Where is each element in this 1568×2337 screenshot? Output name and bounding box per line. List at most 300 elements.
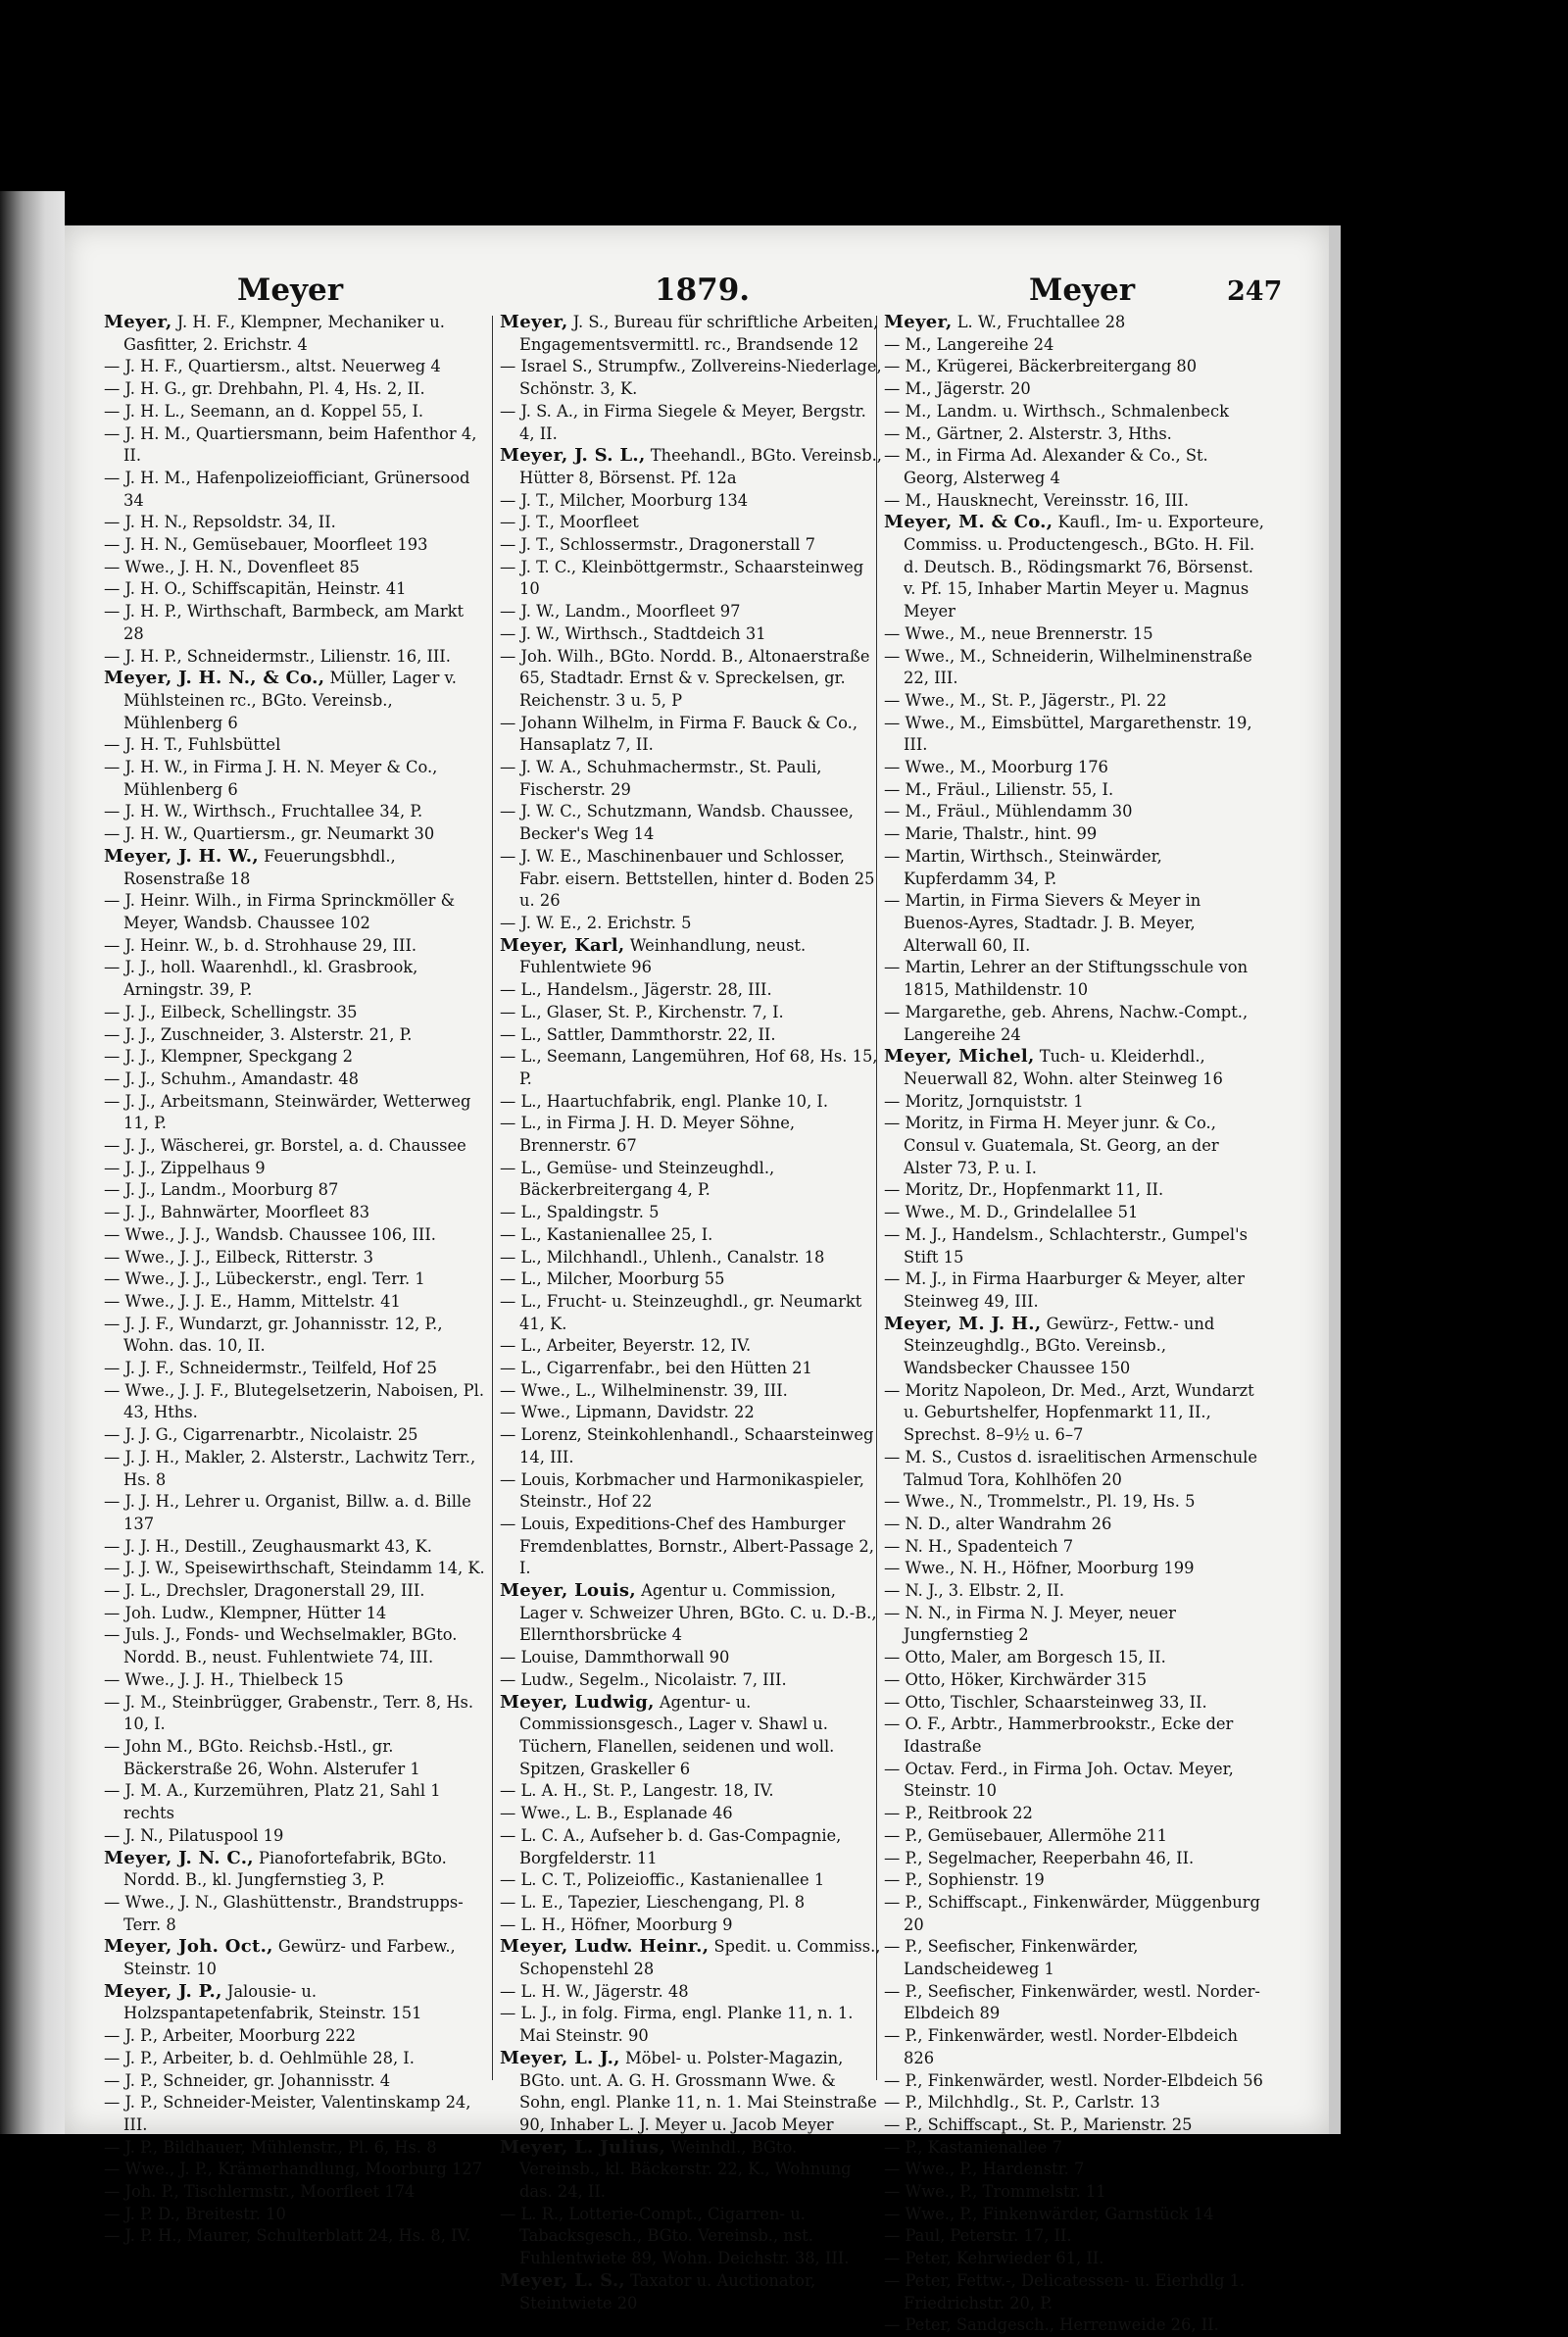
entry-text: — L. C. T., Polizeioffic., Kastanienallee 1 — [500, 1870, 825, 1890]
entry-text: Taxator u. Auctionator, Steintwiete 20 — [519, 2270, 816, 2312]
entry-text: — N. D., alter Wandrahm 26 — [884, 1514, 1112, 1533]
directory-entry — [104, 1247, 486, 1269]
directory-entry — [884, 890, 1266, 957]
entry-text: — L., Haartuchfabrik, engl. Planke 10, I. — [500, 1091, 828, 1111]
entry-text: — Louise, Dammthorwall 90 — [500, 1648, 730, 1667]
directory-entry — [884, 2248, 1266, 2270]
directory-entry — [884, 2181, 1266, 2204]
directory-entry — [104, 2048, 486, 2070]
entry-text: — L., Spaldingstr. 5 — [500, 1203, 660, 1222]
entry-text: Jalousie- u. Holzspantapetenfabrik, Steinstr. 151 — [123, 1981, 422, 2023]
directory-entry — [500, 1002, 882, 1024]
entry-text: Agentur u. Commission, Lager v. Schweizer Uhren, BGto. C. u. D.-B., Ellernthorsbrücke 4 — [519, 1581, 877, 1645]
entry-text: — Wwe., J. P., Krämerhandlung, Moorburg 127 — [104, 2160, 483, 2179]
directory-entry — [884, 2114, 1266, 2137]
directory-entry — [884, 1224, 1266, 1268]
directory-entry — [884, 1892, 1266, 1936]
directory-entry — [500, 2204, 882, 2270]
entry-text: — Wwe., M., Eimsbüttel, Margarethenstr. 19, III. — [884, 713, 1252, 755]
directory-entry — [884, 1113, 1266, 1179]
directory-entry — [500, 713, 882, 757]
directory-entry — [884, 623, 1266, 646]
directory-entry — [884, 2225, 1266, 2248]
directory-entry — [884, 713, 1266, 757]
directory-entry — [104, 646, 486, 669]
directory-entry — [500, 934, 882, 979]
directory-entry — [104, 2092, 486, 2136]
entry-text: — Otto, Höker, Kirchwärder 315 — [884, 1669, 1148, 1689]
entry-text: — J. H. O., Schiffscapitän, Heinstr. 41 — [104, 579, 407, 599]
directory-entry — [104, 1091, 486, 1135]
directory-entry — [884, 1825, 1266, 1848]
directory-entry — [500, 1158, 882, 1202]
directory-entry — [884, 1268, 1266, 1313]
entry-text: — P., Finkenwärder, westl. Norder-Elbdeich 826 — [884, 2026, 1239, 2067]
directory-entry — [104, 1314, 486, 1358]
entry-text: — J. P., Arbeiter, b. d. Oehlmühle 28, I. — [104, 2048, 415, 2067]
entry-text: — Wwe., P., Trommelstr. 11 — [884, 2182, 1106, 2202]
directory-entry — [104, 1558, 486, 1580]
entry-text: — M., in Firma Ad. Alexander & Co., St. Georg, Alsterweg 4 — [884, 446, 1208, 487]
entry-text: — Wwe., L., Wilhelminenstr. 39, III. — [500, 1380, 788, 1400]
entry-surname: Meyer, — [884, 312, 953, 332]
entry-text: — J. H. N., Repsoldstr. 34, II. — [104, 513, 336, 532]
entry-text: — M., Jägerstr. 20 — [884, 379, 1031, 399]
directory-entry — [500, 534, 882, 557]
directory-entry — [884, 690, 1266, 713]
entry-text: — J. J. G., Cigarrenarbtr., Nicolaistr. 25 — [104, 1425, 418, 1445]
entry-text: — Moritz, Jornquiststr. 1 — [884, 1091, 1084, 1111]
directory-entry — [104, 2137, 486, 2160]
column-1 — [104, 312, 486, 2246]
directory-entry — [500, 1936, 882, 1980]
entry-text: — M. J., Handelsm., Schlachterstr., Gumpel's Stift 15 — [884, 1224, 1248, 1267]
directory-entry — [500, 557, 882, 601]
directory-entry — [884, 2137, 1266, 2160]
entry-text: — O. F., Arbtr., Hammerbrookstr., Ecke der Idastraße — [884, 1715, 1234, 1756]
entry-text: — Louis, Korbmacher und Harmonikaspieler, Steinstr., Hof 22 — [500, 1469, 864, 1512]
directory-entry — [500, 1780, 882, 1803]
directory-entry — [884, 1380, 1266, 1447]
directory-entry — [884, 490, 1266, 513]
entry-text: — L., Gemüse- und Steinzeughdl., Bäckerbreitergang 4, P. — [500, 1158, 775, 1200]
entry-text: — J. T., Milcher, Moorburg 134 — [500, 490, 749, 510]
directory-entry — [104, 468, 486, 512]
entry-text: — J. T., Moorfleet — [500, 513, 639, 532]
entry-text: — J. W. C., Schutzmann, Wandsb. Chaussee, Becker's Weg 14 — [500, 802, 854, 844]
directory-entry — [500, 1268, 882, 1291]
directory-entry — [500, 1869, 882, 1892]
entry-text: — Otto, Maler, am Borgesch 15, II. — [884, 1648, 1166, 1667]
directory-entry — [104, 2225, 486, 2248]
directory-entry — [884, 312, 1266, 334]
directory-entry — [884, 1447, 1266, 1491]
entry-text: — M., Fräul., Lilienstr. 55, I. — [884, 779, 1114, 799]
running-head-year: 1879. — [655, 273, 751, 308]
directory-entry — [104, 1069, 486, 1091]
column-3 — [884, 312, 1266, 2335]
entry-text: Gewürz-, Fettw.- und Steinzeughdlg., BGto. Vereinsb., Wandsbecker Chaussee 150 — [904, 1314, 1215, 1378]
directory-entry — [104, 1603, 486, 1625]
entry-text: — J. M., Steinbrügger, Grabenstr., Terr. 8, Hs. 10, I. — [104, 1692, 474, 1734]
directory-entry — [884, 2070, 1266, 2093]
directory-entry — [884, 1514, 1266, 1536]
directory-entry — [500, 1402, 882, 1424]
directory-entry — [500, 757, 882, 801]
entry-text: — M., Langereihe 24 — [884, 334, 1054, 354]
entry-text: — J. Heinr. W., b. d. Strohhause 29, III. — [104, 935, 417, 955]
entry-text: — Wwe., J. J., Eilbeck, Ritterstr. 3 — [104, 1247, 373, 1267]
entry-text: — Moritz, Dr., Hopfenmarkt 11, II. — [884, 1180, 1164, 1200]
directory-entry — [500, 1514, 882, 1580]
directory-entry — [500, 623, 882, 646]
directory-entry — [104, 935, 486, 958]
entry-text: — M., Gärtner, 2. Alsterstr. 3, Hths. — [884, 423, 1172, 443]
entry-text: — L., Cigarrenfabr., bei den Hütten 21 — [500, 1359, 812, 1378]
directory-entry — [884, 1869, 1266, 1892]
entry-text: — J. P. D., Breitestr. 10 — [104, 2204, 286, 2223]
entry-text: — P., Gemüsebauer, Allermöhe 211 — [884, 1825, 1167, 1845]
directory-entry — [884, 2270, 1266, 2314]
entry-text: — J. T. C., Kleinböttgermstr., Schaarsteinweg 10 — [500, 557, 864, 599]
entry-text: Feuerungsbhdl., Rosenstraße 18 — [123, 846, 396, 888]
entry-surname: Meyer, M. J. H., — [884, 1313, 1042, 1334]
directory-entry — [104, 512, 486, 534]
directory-entry — [884, 512, 1266, 623]
entry-surname: Meyer, Louis, — [500, 1580, 636, 1602]
entry-surname: Meyer, Karl, — [500, 934, 625, 956]
column-rule-1 — [492, 316, 493, 2080]
entry-text: — Johann Wilhelm, in Firma F. Bauck & Co., Hansaplatz 7, II. — [500, 713, 858, 755]
entry-text: — L., Milcher, Moorburg 55 — [500, 1269, 725, 1289]
directory-entry — [104, 1624, 486, 1668]
entry-text: Pianofortefabrik, BGto. Nordd. B., kl. Jungfernstieg 3, P. — [123, 1848, 447, 1890]
directory-entry — [104, 1825, 486, 1848]
entry-text: J. H. F., Klempner, Mechaniker u. Gasfitter, 2. Erichstr. 4 — [123, 313, 445, 354]
directory-entry — [104, 2070, 486, 2093]
directory-entry — [500, 2136, 882, 2204]
column-2 — [500, 312, 882, 2312]
entry-text: — J. P., Bildhauer, Mühlenstr., Pl. 6, Hs. 8 — [104, 2137, 437, 2157]
entry-text: — Wwe., M., Schneiderin, Wilhelminenstraße 22, III. — [884, 646, 1252, 688]
directory-entry — [500, 1046, 882, 1090]
directory-entry — [884, 801, 1266, 823]
entry-text: — J. N., Pilatuspool 19 — [104, 1825, 284, 1845]
directory-entry — [104, 1980, 486, 2025]
entry-text: — J. J. H., Lehrer u. Organist, Billw. a. d. Bille 137 — [104, 1492, 471, 1533]
directory-entry — [500, 1113, 882, 1157]
directory-entry — [884, 1202, 1266, 1224]
entry-text: — P., Seefischer, Finkenwärder, Landscheideweg 1 — [884, 1937, 1139, 1979]
entry-text: J. S., Bureau für schriftliche Arbeiten, Engagementsvermittl. rc., Brandsende 12 — [519, 313, 879, 354]
entry-text: — Louis, Expeditions-Chef des Hamburger Fremdenblattes, Bornstr., Albert-Passage 2, I. — [500, 1514, 874, 1578]
directory-entry — [884, 1558, 1266, 1580]
entry-text: — J. J. H., Destill., Zeughausmarkt 43, K. — [104, 1536, 432, 1556]
directory-entry — [104, 1669, 486, 1692]
entry-text: — J. J., Zippelhaus 9 — [104, 1158, 266, 1177]
entry-text: — J. J., Arbeitsmann, Steinwärder, Wetterweg 11, P. — [104, 1091, 471, 1133]
entry-text: — Marie, Thalstr., hint. 99 — [884, 824, 1098, 844]
entry-text: — Wwe., P., Hardenstr. 7 — [884, 2160, 1085, 2179]
book-spine — [0, 191, 65, 2134]
directory-entry — [884, 1981, 1266, 2025]
directory-entry — [500, 1358, 882, 1380]
entry-text: — Peter, Fettw.-, Delicatessen- u. Eierhdlg 1. Friedrichstr. 20, P. — [884, 2270, 1246, 2312]
entry-text: — Peter, Kehrwieder 61, II. — [884, 2249, 1104, 2268]
directory-page — [65, 225, 1329, 2335]
entry-text: — Wwe., P., Finkenwärder, Garnstück 14 — [884, 2204, 1214, 2223]
entry-text: — Otto, Tischler, Schaarsteinweg 33, II. — [884, 1692, 1207, 1712]
entry-surname: Meyer, M. & Co., — [884, 512, 1054, 533]
entry-text: — J. H. N., Gemüsebauer, Moorfleet 193 — [104, 535, 428, 555]
directory-entry — [104, 1024, 486, 1047]
entry-text: — P., Sophienstr. 19 — [884, 1870, 1045, 1890]
directory-entry — [500, 1825, 882, 1869]
directory-entry — [500, 1580, 882, 1647]
directory-entry — [104, 801, 486, 823]
entry-surname: Meyer, J. P., — [104, 1980, 222, 2002]
directory-entry — [500, 1024, 882, 1047]
entry-text: L. W., Fruchtallee 28 — [956, 313, 1126, 331]
entry-text: — J. J. W., Speisewirthschaft, Steindamm 14, K. — [104, 1559, 485, 1578]
entry-text: — J. H. P., Wirthschaft, Barmbeck, am Markt 28 — [104, 602, 465, 643]
entry-text: Spedit. u. Commiss., Schopenstehl 28 — [519, 1937, 881, 1979]
entry-surname: Meyer, Joh. Oct., — [104, 1936, 273, 1958]
entry-text: Theehandl., BGto. Vereinsb., Hütter 8, Börsenst. Pf. 12a — [519, 446, 882, 487]
directory-entry — [500, 846, 882, 913]
directory-entry — [500, 512, 882, 534]
entry-text: — J. H. F., Quartiersm., altst. Neuerweg 4 — [104, 357, 441, 376]
entry-text: — J. J., Bahnwärter, Moorfleet 83 — [104, 1203, 370, 1222]
entry-text: — J. H. W., Quartiersm., gr. Neumarkt 30 — [104, 824, 435, 844]
directory-entry — [884, 423, 1266, 446]
directory-entry — [884, 1848, 1266, 1870]
directory-entry — [104, 757, 486, 801]
entry-text: — L., Frucht- u. Steinzeughdl., gr. Neumarkt 41, K. — [500, 1291, 862, 1333]
directory-entry — [500, 1469, 882, 1514]
entry-text: — Wwe., Lipmann, Davidstr. 22 — [500, 1403, 755, 1422]
directory-entry — [884, 823, 1266, 846]
directory-entry — [500, 1380, 882, 1403]
entry-text: — John M., BGto. Reichsb.-Hstl., gr. Bäckerstraße 26, Wohn. Alsterufer 1 — [104, 1737, 420, 1778]
directory-entry — [884, 356, 1266, 378]
directory-entry — [104, 1202, 486, 1224]
entry-text: — J. J., Eilbeck, Schellingstr. 35 — [104, 1002, 358, 1021]
directory-entry — [884, 1002, 1266, 1046]
directory-entry — [884, 1714, 1266, 1758]
page-edge — [1329, 225, 1341, 2134]
directory-entry — [104, 1224, 486, 1247]
entry-text: — J. J., holl. Waarenhdl., kl. Grasbrook, Arningstr. 39, P. — [104, 958, 418, 1000]
entry-surname: Meyer, L. J., — [500, 2047, 620, 2068]
directory-entry — [884, 401, 1266, 423]
directory-entry — [104, 1002, 486, 1024]
entry-text: — Wwe., J. J. F., Blutegelsetzerin, Naboisen, Pl. 43, Hths. — [104, 1380, 485, 1422]
entry-text: — J. P. H., Maurer, Schulterblatt 24, Hs. 8, IV. — [104, 2226, 471, 2246]
directory-entry — [500, 1669, 882, 1692]
entry-text: — Moritz, in Firma H. Meyer junr. & Co., Consul v. Guatemala, St. Georg, an der Alster 73, P. u. I. — [884, 1114, 1219, 1177]
entry-text: — Moritz Napoleon, Dr. Med., Arzt, Wundarzt u. Geburtshelfer, Hopfenmarkt 11, II., Sprechst. 8–9½ u. 6–7 — [884, 1380, 1254, 1445]
entry-text: Möbel- u. Polster-Magazin, BGto. unt. A. G. H. Grossmann Wwe. & Sohn, engl. Planke 11, n. 1. Mai Steinstraße 90, Inhaber L. J. Meyer u. Jacob Meyer — [519, 2048, 877, 2134]
entry-text: — L. H., Höfner, Moorburg 9 — [500, 1914, 733, 1934]
directory-entry — [104, 668, 486, 734]
entry-text: — Wwe., J. N., Glashüttenstr., Brandstrupps-Terr. 8 — [104, 1892, 464, 1934]
entry-text: — J. H. W., Wirthsch., Fruchtallee 34, P. — [104, 802, 423, 821]
directory-entry — [500, 1202, 882, 1224]
entry-text: — Wwe., M. D., Grindelallee 51 — [884, 1203, 1139, 1222]
entry-text: — Wwe., J. J. H., Thielbeck 15 — [104, 1669, 344, 1689]
directory-entry — [500, 1091, 882, 1114]
directory-entry — [104, 312, 486, 356]
directory-entry — [884, 2092, 1266, 2114]
directory-entry — [500, 2003, 882, 2047]
entry-text: — J. J., Klempner, Speckgang 2 — [104, 1047, 353, 1067]
directory-entry — [104, 1580, 486, 1603]
directory-entry — [104, 578, 486, 601]
entry-text: — P., Reitbrook 22 — [884, 1804, 1033, 1823]
directory-entry — [104, 601, 486, 645]
directory-entry — [104, 1447, 486, 1491]
entry-text: — M. J., in Firma Haarburger & Meyer, alter Steinweg 49, III. — [884, 1269, 1245, 1311]
entry-surname: Meyer, L. S., — [500, 2269, 625, 2291]
directory-entry — [884, 1091, 1266, 1114]
directory-entry — [884, 1692, 1266, 1715]
entry-text: — M., Hausknecht, Vereinsstr. 16, III. — [884, 490, 1190, 510]
entry-text: — J. L., Drechsler, Dragonerstall 29, III. — [104, 1581, 425, 1601]
directory-entry — [500, 356, 882, 400]
page-number: 247 — [1227, 276, 1283, 307]
directory-entry — [500, 445, 882, 489]
directory-entry — [500, 1224, 882, 1247]
directory-entry — [884, 1313, 1266, 1380]
directory-entry — [104, 1380, 486, 1424]
directory-entry — [500, 1803, 882, 1825]
entry-text: — J. W. E., Maschinenbauer und Schlosser, Fabr. eisern. Bettstellen, hinter d. Boden 25 u. 26 — [500, 846, 875, 911]
directory-entry — [884, 1580, 1266, 1603]
entry-text: — J. H. M., Quartiersmann, beim Hafenthor 4, II. — [104, 423, 477, 466]
running-head-left: Meyer — [237, 273, 344, 308]
directory-entry — [104, 1491, 486, 1535]
directory-entry — [500, 1691, 882, 1781]
entry-text: — P., Segelmacher, Reeperbahn 46, II. — [884, 1848, 1195, 1867]
entry-text: — Ludw., Segelm., Nicolaistr. 7, III. — [500, 1669, 787, 1689]
entry-text: Agentur- u. Commissionsgesch., Lager v. Shawl u. Tüchern, Flanellen, seidenen und woll. Spitzen, Graskeller 6 — [519, 1692, 835, 1778]
directory-entry — [104, 823, 486, 846]
entry-text: — J. J. F., Wundarzt, gr. Johannisstr. 12, P., Wohn. das. 10, II. — [104, 1314, 443, 1356]
directory-entry — [884, 846, 1266, 890]
directory-entry — [104, 1291, 486, 1314]
directory-entry — [500, 1892, 882, 1914]
entry-text: — Wwe., J. J., Lübeckerstr., engl. Terr. 1 — [104, 1269, 425, 1289]
directory-entry — [104, 1424, 486, 1447]
entry-text: Müller, Lager v. Mühlsteinen rc., BGto. Vereinsb., Mühlenberg 6 — [123, 669, 457, 732]
entry-text: — M., Krügerei, Bäckerbreitergang 80 — [884, 357, 1198, 376]
entry-text: — N. J., 3. Elbstr. 2, II. — [884, 1581, 1065, 1601]
entry-text: — M., Fräul., Mühlendamm 30 — [884, 802, 1133, 821]
directory-entry — [104, 356, 486, 378]
entry-text: — J. H. T., Fuhlsbüttel — [104, 735, 281, 755]
directory-entry — [104, 2181, 486, 2204]
directory-entry — [500, 312, 882, 356]
entry-text: Weinhandlung, neust. Fuhlentwiete 96 — [519, 935, 807, 977]
directory-entry — [884, 2159, 1266, 2181]
entry-text: — L. E., Tapezier, Lieschengang, Pl. 8 — [500, 1892, 806, 1912]
directory-entry — [884, 1669, 1266, 1692]
entry-text: — J. J., Zuschneider, 3. Alsterstr. 21, P. — [104, 1024, 413, 1044]
entry-text: — Wwe., M., neue Brennerstr. 15 — [884, 623, 1153, 643]
entry-text: — M. S., Custos d. israelitischen Armenschule Talmud Tora, Kohlhöfen 20 — [884, 1447, 1258, 1489]
directory-entry — [500, 2047, 882, 2137]
entry-text: — L. A. H., St. P., Langestr. 18, IV. — [500, 1781, 774, 1801]
entry-text: — P., Kastanienallee 7 — [884, 2137, 1062, 2157]
entry-text: — Joh. Ludw., Klempner, Hütter 14 — [104, 1603, 387, 1622]
directory-entry — [884, 1759, 1266, 1803]
directory-entry — [104, 378, 486, 401]
directory-entry — [104, 1179, 486, 1202]
directory-entry — [104, 845, 486, 890]
directory-entry — [104, 2159, 486, 2181]
directory-entry — [500, 401, 882, 445]
entry-surname: Meyer, Ludwig, — [500, 1691, 655, 1713]
entry-surname: Meyer, J. H. N., & Co., — [104, 668, 325, 689]
entry-text: Kaufl., Im- u. Exporteure, Commiss. u. Productengesch., BGto. H. Fil. d. Deutsch. B., Rödingsmarkt 76, Börsenst. v. Pf. 15, Inhaber Martin Meyer u. Magnus Meyer — [904, 513, 1264, 622]
entry-text: — Lorenz, Steinkohlenhandl., Schaarsteinweg 14, III. — [500, 1425, 874, 1467]
directory-entry — [500, 1914, 882, 1937]
directory-entry — [104, 423, 486, 468]
entry-text: — Wwe., N., Trommelstr., Pl. 19, Hs. 5 — [884, 1492, 1196, 1512]
directory-entry — [104, 534, 486, 557]
entry-text: — J. S. A., in Firma Siegele & Meyer, Bergstr. 4, II. — [500, 401, 866, 443]
running-head-right: Meyer — [1029, 273, 1136, 308]
entry-text: — J. W., Landm., Moorfleet 97 — [500, 602, 741, 622]
directory-entry — [884, 1603, 1266, 1647]
entry-surname: Meyer, L. Julius, — [500, 2136, 666, 2158]
entry-text: — M., Landm. u. Wirthsch., Schmalenbeck — [884, 401, 1229, 421]
entry-text: — L., Seemann, Langemühren, Hof 68, Hs. 15, P. — [500, 1047, 878, 1088]
entry-text: — Wwe., J. J., Wandsb. Chaussee 106, III. — [104, 1224, 436, 1244]
entry-text: — J. M. A., Kurzemühren, Platz 21, Sahl 1 rechts — [104, 1781, 441, 1823]
entry-surname: Meyer, J. H. W., — [104, 845, 259, 867]
directory-entry — [104, 2204, 486, 2226]
directory-entry — [884, 646, 1266, 690]
entry-text: — N. H., Spadenteich 7 — [884, 1536, 1074, 1556]
directory-entry — [884, 757, 1266, 779]
entry-text: — J. J., Schuhm., Amandastr. 48 — [104, 1069, 360, 1088]
entry-text: — L., in Firma J. H. D. Meyer Söhne, Brennerstr. 67 — [500, 1114, 796, 1156]
directory-entry — [500, 1247, 882, 1269]
directory-entry — [884, 445, 1266, 489]
entry-text: — L., Arbeiter, Beyerstr. 12, IV. — [500, 1336, 752, 1356]
directory-entry — [884, 1491, 1266, 1514]
entry-text: — Wwe., J. H. N., Dovenfleet 85 — [104, 557, 360, 576]
entry-text: — Joh. Wilh., BGto. Nordd. B., Altonaerstraße 65, Stadtadr. Ernst & v. Spreckelsen, gr. Reichenstr. 3 u. 5, P — [500, 646, 870, 710]
entry-text: — L. R., Lotterie-Compt., Cigarren- u. Tabacksgesch., BGto. Vereinsb., nst. Fuhlentwiete 89, Wohn. Deichstr. 38, III. — [500, 2204, 850, 2268]
entry-text: — Martin, Lehrer an der Stiftungsschule von 1815, Mathildenstr. 10 — [884, 958, 1249, 1000]
entry-surname: Meyer, Michel, — [884, 1046, 1035, 1068]
entry-text: — Wwe., M., Moorburg 176 — [884, 758, 1108, 777]
directory-entry — [500, 1424, 882, 1468]
directory-entry — [104, 890, 486, 934]
entry-text: — Wwe., L. B., Esplanade 46 — [500, 1804, 733, 1823]
directory-entry — [500, 2269, 882, 2314]
entry-text: Gewürz- und Farbew., Steinstr. 10 — [123, 1937, 456, 1979]
entry-text: — P., Milchhdlg., St. P., Carlstr. 13 — [884, 2093, 1160, 2113]
entry-text: — J. J., Wäscherei, gr. Borstel, a. d. Chaussee — [104, 1136, 466, 1156]
entry-text: — J. W., Wirthsch., Stadtdeich 31 — [500, 623, 766, 643]
entry-text: — Juls. J., Fonds- und Wechselmakler, BGto. Nordd. B., neust. Fuhlentwiete 74, III. — [104, 1625, 458, 1667]
directory-entry — [104, 957, 486, 1001]
entry-text: — J. H. L., Seemann, an d. Koppel 55, I. — [104, 401, 424, 421]
